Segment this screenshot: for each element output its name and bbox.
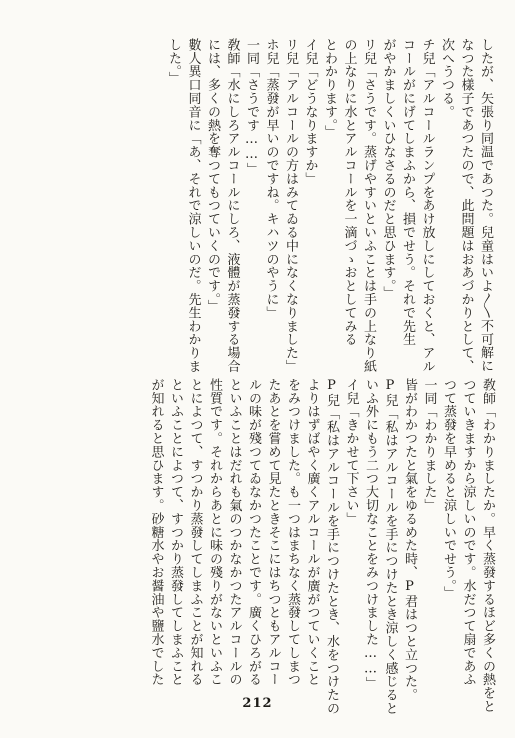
text-column: リ兒「さうです。蒸げやすいといふことは手の上なり紙 <box>361 38 376 373</box>
text-column: が知れると思ひます。砂糖水やお醤油や鹽水でした <box>148 378 164 687</box>
text-column: よりはずばやく廣くアルコールが廣がつていくこと <box>304 378 320 687</box>
text-column: したが、矢張り同温であつた。兒童はいよ〳〵不可解に <box>478 38 493 373</box>
text-column: 性質です。それからあとに味の殘りがないといふこ <box>207 378 222 687</box>
text-column: ルの味が殘つてゐなかつたことです。廣くひろがる <box>246 378 261 687</box>
text-column: 次へうつる。 <box>439 38 454 119</box>
text-column: なつた樣子であつたので、此問題はおあづかりとして、 <box>458 38 474 373</box>
text-column: した。」 <box>166 38 181 86</box>
text-column: イ兒「どうなりますか」 <box>302 38 318 186</box>
text-column: 一同「わかりました」 <box>421 378 437 512</box>
text-column: イ兒「きかせて下さい」 <box>343 378 359 526</box>
text-column: つていきますから涼しいのです。水だつて扇であふ <box>460 378 476 687</box>
text-column: つて蒸發を早めると涼しいでせう。」 <box>441 378 456 600</box>
text-column: 皆がわかつたと氣をゆるめた時、P君はつと立つた。 <box>402 378 417 702</box>
text-column: 敎師「わかりましたか。早く蒸發するほど多くの熱をと <box>480 378 495 713</box>
text-column: をみつけました。も一つはまちなく蒸發してしまつ <box>285 378 300 687</box>
text-column: 一同「さうです……」 <box>244 38 259 176</box>
text-column: といふことによつて、すつかり蒸發してしまふこと <box>168 378 183 687</box>
text-column: の上なりに水とアルコールを一滴づゝおとしてみる <box>341 38 357 347</box>
text-column: たあとを嘗めて見たときそこにはちつともアルコー <box>265 378 281 687</box>
page-number: 212 <box>242 696 273 711</box>
text-column: P兒「私はアルコールを手につけたとき、水をつけたの <box>324 378 339 715</box>
text-column: 數人異口同音に「あ、それで涼しいのだ。先生わかりま <box>185 38 201 373</box>
text-column: いふ外にもう二つ大切なことをみつけました……」 <box>363 378 378 691</box>
text-column: ホ兒「蒸發が早いのですね。キハツのやうに」 <box>263 38 279 320</box>
text-column: といふことはだれも氣のつかなかつたアルコールの <box>226 378 242 687</box>
upper-text-block <box>164 38 496 373</box>
text-column: チ兒「アルコールランプをあけ放しにしておくと、アル <box>419 38 435 373</box>
text-column: がやかましくいひなさるのだと思ひます。」 <box>380 38 396 300</box>
text-column: P兒「私はアルコールを手につけたとき涼しく感じると <box>382 378 398 715</box>
text-column: 敎師「水にしろアルコールにしろ、液體が蒸發する場合 <box>224 38 240 373</box>
text-column: には、多くの熱を奪つてもつていくのです。」 <box>205 38 220 313</box>
text-column: とによつて、すつかり蒸發してしまふことが知れる <box>187 378 203 687</box>
text-column: とわかります。」 <box>322 38 337 139</box>
text-column: リ兒「アルコールの方はみてゐる中になくなりました」 <box>283 38 298 373</box>
text-column: コールがにげてしまふから、損でせう。それで先生 <box>400 38 415 347</box>
